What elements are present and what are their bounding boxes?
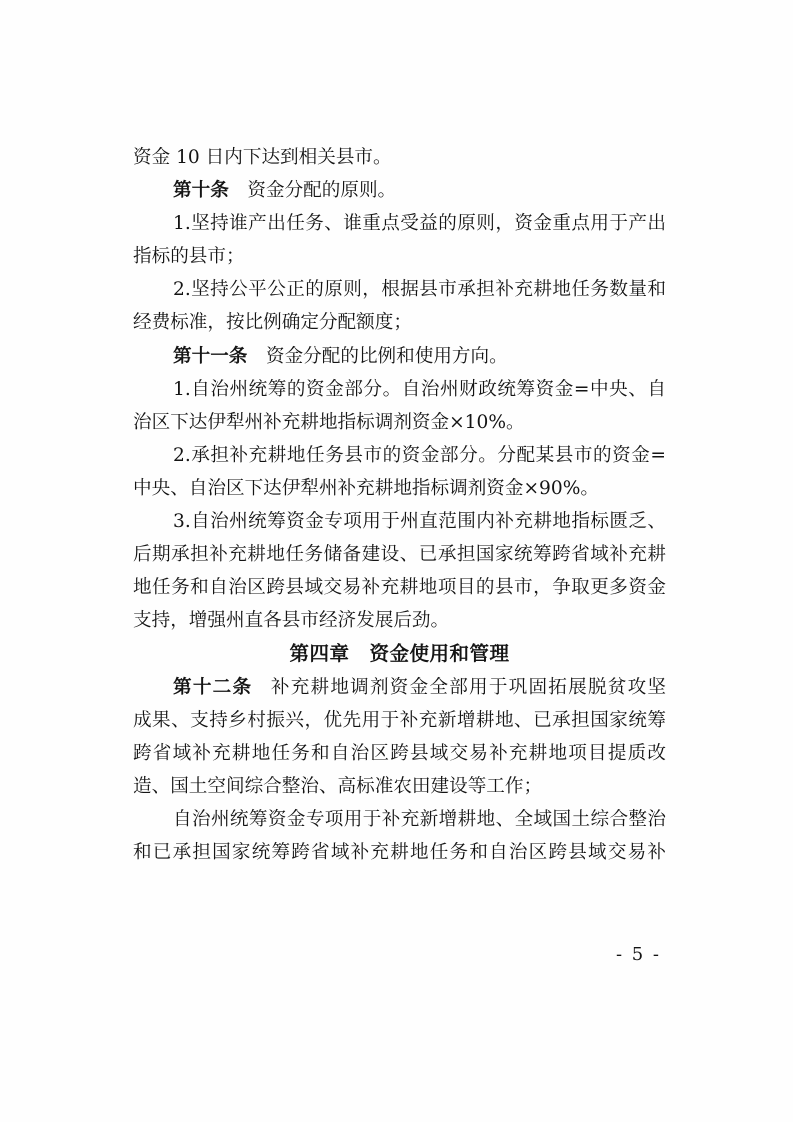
text-line: 3.自治州统筹资金专项用于州直范围内补充耕地指标匮乏、 — [173, 511, 666, 533]
text-line: 跨省域补充耕地任务和自治区跨县域交易补充耕地项目提质改 — [133, 742, 666, 764]
page-number: - 5 - — [615, 944, 661, 965]
text-line: 和已承担国家统筹跨省域补充耕地任务和自治区跨县域交易补 — [133, 841, 666, 863]
text-line: 2.承担补充耕地任务县市的资金部分。分配某县市的资金= — [173, 444, 666, 466]
document-body — [133, 141, 666, 869]
text-line: 2.坚持公平公正的原则，根据县市承担补充耕地任务数量和 — [173, 279, 666, 301]
text-line: 经费标准，按比例确定分配额度； — [133, 312, 412, 334]
text-line: 治区下达伊犁州补充耕地指标调剂资金×10%。 — [133, 411, 525, 433]
article-text: 资金分配的比例和使用方向。 — [265, 345, 508, 367]
chapter-heading: 第四章 资金使用和管理 — [289, 642, 510, 666]
text-line: 1.坚持谁产出任务、谁重点受益的原则，资金重点用于产出 — [173, 213, 666, 235]
text-line: 后期承担补充耕地任务储备建设、已承担国家统筹跨省域补充耕 — [133, 544, 666, 566]
article-label: 第十一条 — [173, 345, 248, 367]
text-line: 造、国土空间综合整治、高标准农田建设等工作； — [133, 775, 543, 797]
article-line — [133, 174, 666, 207]
text-line: 地任务和自治区跨县域交易补充耕地项目的县市，争取更多资金 — [133, 577, 666, 599]
text-line: 成果、支持乡村振兴，优先用于补充新增耕地、已承担国家统筹 — [133, 709, 666, 731]
text-line: 资金 10 日内下达到相关县市。 — [133, 147, 392, 168]
text-line: 自治州统筹资金专项用于补充新增耕地、全域国土综合整治 — [173, 808, 666, 830]
text-line: 支持，增强州直各县市经济发展后劲。 — [133, 610, 450, 632]
article-line — [133, 671, 666, 704]
article-line — [133, 340, 666, 373]
text-line: 中央、自治区下达伊犁州补充耕地指标调剂资金×90%。 — [133, 477, 599, 499]
article-text: 补充耕地调剂资金全部用于巩固拓展脱贫攻坚 — [270, 676, 666, 698]
article-label: 第十条 — [173, 180, 229, 202]
text-line: 指标的县市； — [133, 246, 245, 268]
article-text: 资金分配的原则。 — [247, 180, 397, 202]
text-line: 1.自治州统筹的资金部分。自治州财政统筹资金=中央、自 — [173, 378, 666, 400]
article-label: 第十二条 — [173, 676, 253, 698]
